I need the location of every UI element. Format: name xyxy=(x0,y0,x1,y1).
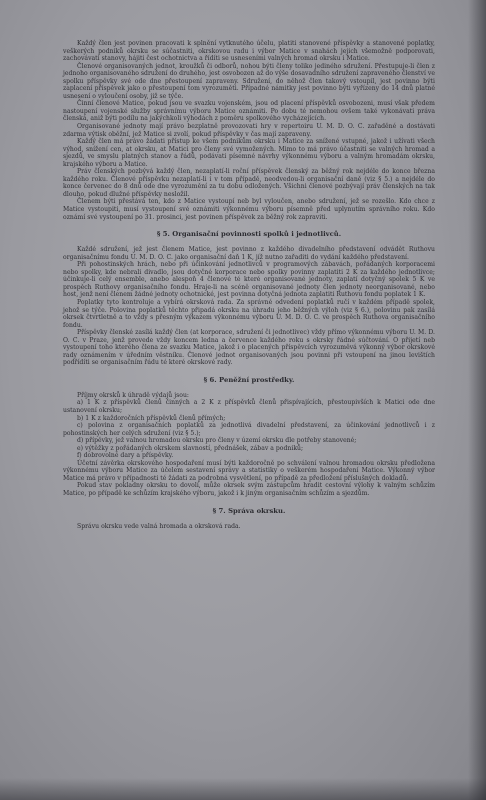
section-7-heading: § 7. Správa okrsku. xyxy=(212,506,286,515)
paragraph: Činní členové Matice, pokud jsou ve svazku vojenském, jsou od placení příspěvků osvobozeni, musí však předem nastoupení vojenské služby správnímu výboru Matice oznámiti. Po dobu té nemohou ovšem také vykonávati práva členská, aniž býti podílu na jakýchkoli výhodách z poměru spolkového vycházejících. xyxy=(63,100,435,123)
paragraph: Členové organisovaných jednot, kroužků či odborů, nohou býti členy toliko jediného sdružení. Přestupuje-li člen z jednoho organisovaného sdružení do druhého, jest osvobozen až do výše dosavadního sdružení zapraveného členství ve spolku příspěvky své ode dne přestoupení zapraveny. Sdružení, do něhož člen takový vstoupil, jest povinno býti zaplacení příspěvek jako o přestoupení tom vyrozuměti. Případné námitky jest povinno býti vyřízeny do 14 dnů platné usnesení o vyloučení osoby, již se týče. xyxy=(63,62,435,100)
paragraph: Každý člen jest povinen pracovati k splnění vytknutého účelu, platiti stanovené příspěvky a stanovené poplatky, veškerých podniků okrsku se súčastniti, okrskovou radu i výbor Matice v snahách jejich všemožně podporovati, zachovávati stanovy, hájiti čest ochotnictva a řídíti se usneseními valných hromad okrsku i Matice. xyxy=(63,40,435,63)
paragraph: Organisované jednoty mají právo bezplatně provozovati hry v repertoiru U. M. D. O. C. zařaděné a dostávati zdarma výtisk oběžní, jež Matice si zvolí, pokud příspěvky v čas mají zapraveny. xyxy=(63,123,435,138)
paragraph: Členem býti přestává ten, kdo z Matice vystoupí neb byl vyloučen, anebo sdružení, jež se rozešlo. Kdo chce z Matice vystoupiti, musí vystoupení své oznámiti výkonnému výboru písemně před uplynutím správního roku. Kdo oznámí své vystoupení po 31. prosinci, jest povinen příspěvek za běžný rok zapraviti. xyxy=(63,198,435,221)
list-item: e) výtěžky z pořádaných okrskem slavností, přednášek, zábav a podniků; xyxy=(77,444,304,452)
paragraph: Každé sdružení, jež jest členem Matice, jest povinno z každého divadelního představení odvádět Ruthovu organisačnímu fondu U. M. D. O. C. jako organisační daň 1 K, jíž nutno zařaditi do vydání každého představení. xyxy=(63,246,435,261)
page-bottom-shadow xyxy=(0,778,486,800)
paragraph: Práv členských pozbývá každý člen, nezaplatí-li roční příspěvek členský za běžný rok nejdéle do konce března každého roku. Členové příspěvku nezaplatí-li i v tom případě, neodvedou-li organisační daně (viz § 5.) a nejdéle do konce červenec do 8 dnů ode dne vyrozumění za tu dobu odložených. Všichni členové pozbývají práv členských na tak dlouho, pokud dlužné příspěvky nesložil. xyxy=(63,168,435,198)
paragraph: Příspěvky členské zasílá každý člen (at korporace, sdružení či jednotlivec) vždy přímo výkonnému výboru U. M. D. O. C. v Praze, jenž provede vždy koncem ledna a července každého roku s okrsky řádné súčtování. O přijetí neb vystoupení toho kterého člena ze svazku Matice, jakož i o placených příspěvcích vyrozuměvá výkonný výbor okrskové rady oznámením v úředním věstníku. Členové jednot organisovaných jsou povinni při vstoupení na jinou levištích podřídíti se organisačním řádu té které okrskové rady. xyxy=(63,329,435,367)
section-5-heading: § 5. Organisační povinnosti spolků i jednotlivců. xyxy=(156,230,342,239)
list-item: f) dobrovolné dary a příspěvky. xyxy=(77,452,174,460)
paragraph: Správu okrsku vede valná hromada a okrsková rada. xyxy=(77,522,241,530)
paragraph: Příjmy okrsků k úhradě výdajů jsou: xyxy=(77,391,189,399)
paragraph: Každý člen má právo žádati přístup ke všem podnikům okrsku i Matice za snížené vstupné, jakož i užívati všech výhod, snížení cen, at okrsku, at Matici pro členy své vymožených. Mimo to má právo účastniti se valných hromad a sjezdů, ve smyslu platných stanov a řádů, podávati písemné návrhy výkonnému výboru a valným hromadám okrsku, krajského výboru a Matice. xyxy=(63,138,435,168)
section-6-heading: § 6. Peněžní prostředky. xyxy=(203,375,295,384)
list-item: d) přípěvky, jež valnou hromadou okrsku pro členy v území okrsku dle potřeby stanovené; xyxy=(77,437,357,445)
list-item: c) polovina z organisačních poplatků za jednotlivá divadelní představení, za účinkování jednotlivců i z pohostinských her celých sdružení (viz § 5.); xyxy=(63,422,435,437)
paragraph: Při pohostinských hrách, nebo při účinkování jednotlivců v programových zábavách, pořádaných korporacemi nebo spolky, kde nebrali divadlo, jsou dotyčné korporace nebo spolky povinny zaplatiti 2 K za každého jednotlivce; účinkuje-li celý ensemble, anebo alespoň 4 členové té které organisované jednoty, zaplatí dotyčný spolek 5 K ve prospěch Ruthovy organisačního fondu. Hraje-li na scéně organisované jednoty člen jednoty neorganisované, nebo host, jenž není členem žádné jednoty ochotnické, jest povinna dotyčná jednota zaplatiti Ruthovu fondu poplatek 1 K. xyxy=(63,261,435,299)
paragraph: Pokud stav pokladny okrsku to dovolí, může okrsek svým zástupcům hradit cestovní výlohy k valným schůzím Matice, po případě ke schůzím krajského výboru, jakož i k jiným organisačním schůzím a sjezdům. xyxy=(63,482,435,497)
list-item: a) 1 K z příspěvků členů činných a 2 K z příspěvků členů přispívajících, přestoupivších k Matici ode dne ustanovení okrsku; xyxy=(63,399,435,414)
list-item: b) 1 K z každoročních příspěvků členů přímých; xyxy=(77,414,226,422)
document-body xyxy=(63,40,435,530)
paragraph: Účetní závěrka okrskového hospodaření musí býti každoročně po schválení valnou hromadou okrsku předložena výkonnému výboru Matice za účelem sestavení správy a statistiky o veškerém hospodaření Matice. Výkonný výbor Matice má právo v případnosti té žádati za podrobná vysvětlení, po případě za předložení příslušných dokladů. xyxy=(63,459,435,482)
paragraph: Poplatky tyto kontroluje a vybírá okrsková rada. Za správné odvedení poplatků ručí v každém případě spolek, jehož se týče. Polovina poplatků těchto připadá okrsku na úhradu jeho běžných výloh (viz § 6.), polovinu pak zasílá okrsek čtvrtletně a to vždy s přesným výkazem výkonnému výboru U. M. D. O. C. ve prospěch Ruthova organisačního fondu. xyxy=(63,298,435,329)
page-edge-shadow xyxy=(468,0,486,800)
